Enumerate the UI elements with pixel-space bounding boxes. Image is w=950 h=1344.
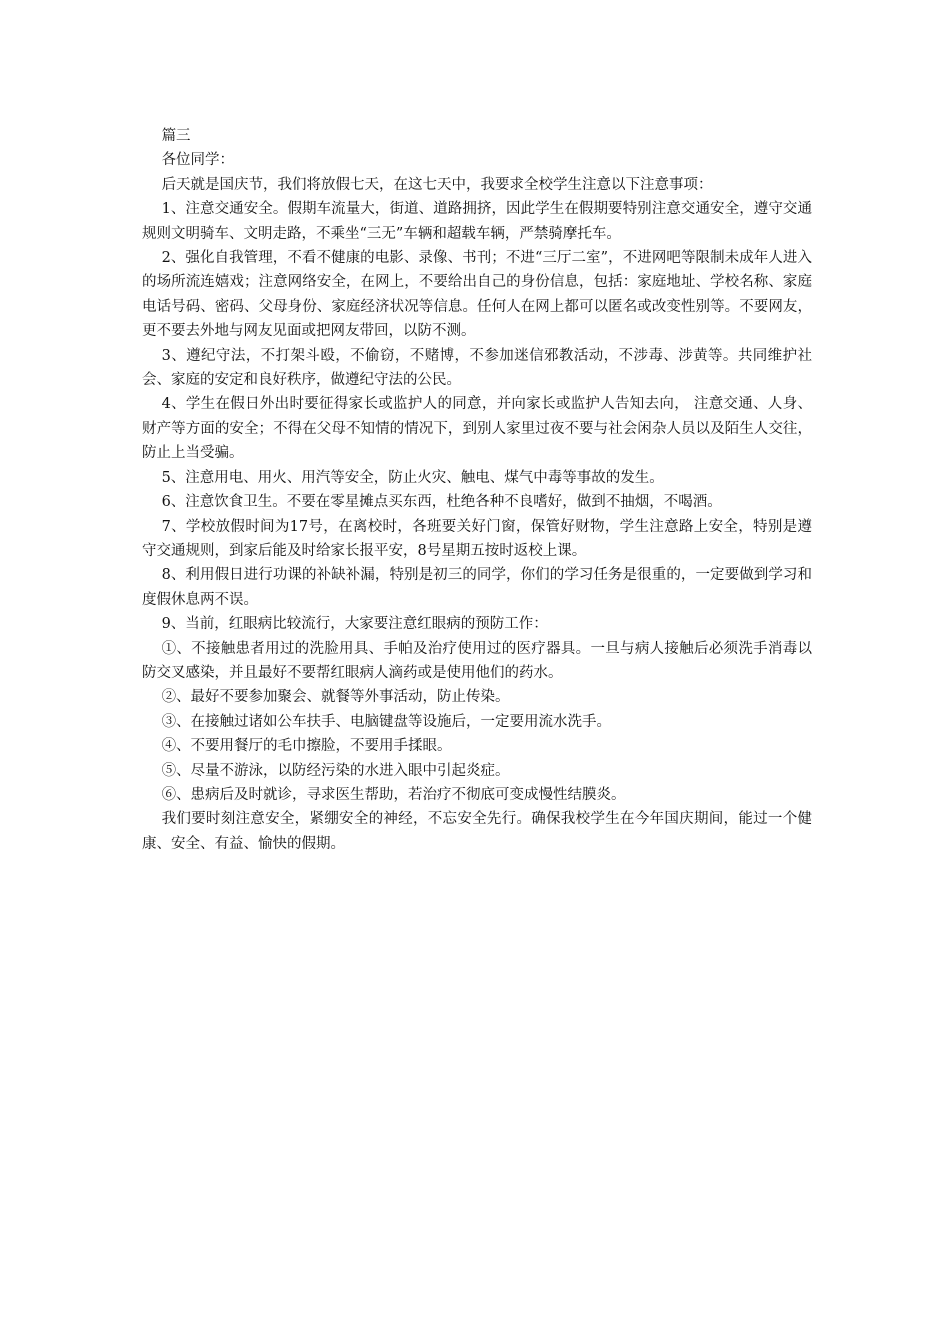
- paragraph-item-3: 3、遵纪守法，不打架斗殴，不偷窃，不赌博，不参加迷信邪教活动，不涉毒、涉黄等。共同维护社会、家庭的安定和良好秩序，做遵纪守法的公民。: [142, 347, 812, 389]
- paragraph-item-8: 8、利用假日进行功课的补缺补漏，特别是初三的同学，你们的学习任务是很重的，一定要做到学习和度假休息两不误。: [142, 567, 812, 608]
- salutation: 各位同学：: [161, 152, 235, 169]
- sub-item-3: ③、在接触过诸如公车扶手、电脑键盘等设施后，一定要用流水洗手。: [161, 713, 612, 730]
- paragraph-item-2: 2、强化自我管理，不看不健康的电影、录像、书刊；不进“三厅二室”，不进网吧等限制未成年人进入的场所流连嬉戏；注意网络安全，在网上，不要给出自己的身份信息，包括：家庭地址、学校名称、家庭电话号码、密码、父母身份、家庭经济状况等信息。任何人在网上都可以匿名或改变性别等。不要网友，更不要去外地与网友见面或把网友带回，以防不测。: [142, 250, 812, 340]
- sub-item-2: ②、最好不要参加聚会、就餐等外事活动，防止传染。: [161, 689, 510, 706]
- paragraph-item-9: 9、当前，红眼病比较流行，大家要注意红眼病的预防工作：: [161, 616, 548, 633]
- paragraph-item-7: 7、学校放假时间为17号，在离校时，各班要关好门窗，保管好财物，学生注意路上安全，特别是遵守交通规则，到家后能及时给家长报平安，8号星期五按时返校上课。: [142, 518, 812, 559]
- sub-item-6: ⑥、患病后及时就诊，寻求医生帮助，若治疗不彻底可变成慢性结膜炎。: [161, 786, 626, 803]
- paragraph-item-4: 4、学生在假日外出时要征得家长或监护人的同意，并向家长或监护人告知去向， 注意交通、人身、财产等方面的安全；不得在父母不知情的情况下，到别人家里过夜不要与社会闲杂人员以及陌生人交往，防止上当受骗。: [142, 396, 812, 462]
- document-heading: 篇三: [161, 128, 191, 144]
- paragraph-item-6: 6、注意饮食卫生。不要在零星摊点买东西，杜绝各种不良嗜好，做到不抽烟，不喝酒。: [161, 494, 722, 511]
- sub-item-1: ①、不接触患者用过的洗脸用具、手帕及治疗使用过的医疗器具。一旦与病人接触后必须洗手消毒以防交叉感染，并且最好不要帮红眼病人滴药或是使用他们的药水。: [142, 640, 812, 681]
- sub-item-5: ⑤、尽量不游泳，以防经污染的水进入眼中引起炎症。: [161, 762, 510, 779]
- paragraph-item-5: 5、注意用电、用火、用汽等安全，防止火灾、触电、煤气中毒等事故的发生。: [161, 469, 664, 486]
- paragraph-item-1: 1、注意交通安全。假期车流量大，街道、道路拥挤，因此学生在假期要特别注意交通安全，遵守交通规则文明骑车、文明走路，不乘坐“三无”车辆和超载车辆，严禁骑摩托车。: [142, 201, 812, 242]
- paragraph-closing: 我们要时刻注意安全，紧绷安全的神经，不忘安全先行。确保我校学生在今年国庆期间，能过一个健康、安全、有益、愉快的假期。: [142, 811, 812, 852]
- document-body: [142, 124, 812, 856]
- sub-item-4: ④、不要用餐厅的毛巾擦脸，不要用手揉眼。: [161, 738, 452, 755]
- paragraph-intro: 后天就是国庆节，我们将放假七天，在这七天中，我要求全校学生注意以下注意事项：: [161, 176, 713, 193]
